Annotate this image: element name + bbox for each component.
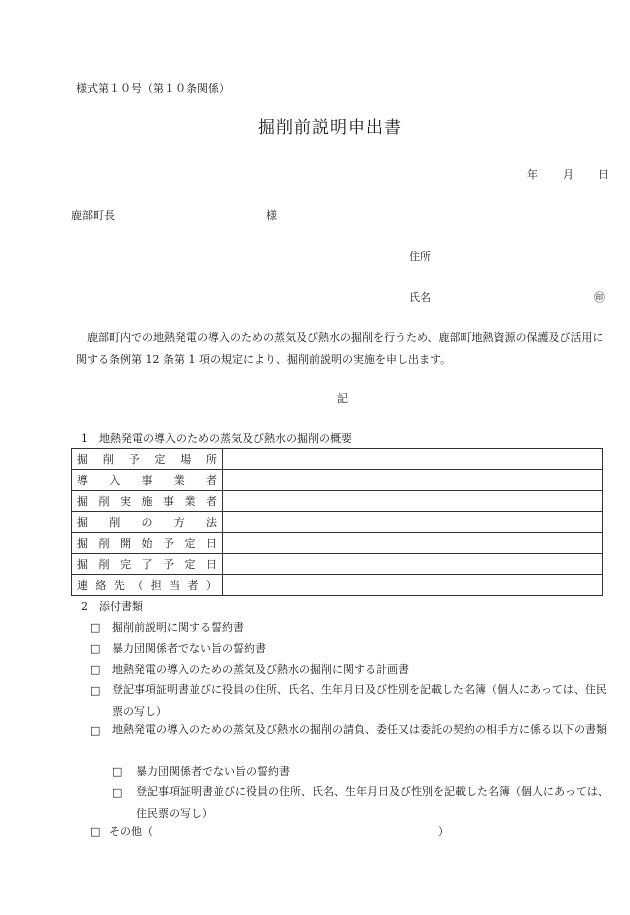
overview-row bbox=[72, 554, 603, 575]
overview-row-label-text: 掘 削 開 始 予 定 日 bbox=[77, 537, 217, 550]
checkbox-subitem-1[interactable] bbox=[112, 766, 122, 777]
overview-row-label bbox=[72, 533, 223, 554]
checkbox-icon: □ bbox=[90, 621, 101, 634]
checkbox-item-2[interactable] bbox=[90, 643, 100, 654]
date-year-label: 年 bbox=[527, 168, 538, 181]
other-close-paren: ） bbox=[438, 825, 449, 838]
checkbox-icon: □ bbox=[90, 642, 101, 655]
section1-heading: 1 地熱発電の導入のための蒸気及び熱水の掘削の概要 bbox=[81, 432, 352, 445]
attachment-subitem-1: 暴力団関係者でない旨の誓約書 bbox=[136, 765, 290, 778]
overview-row-label bbox=[72, 449, 223, 470]
overview-row-value[interactable] bbox=[223, 575, 603, 596]
document-title: 掘削前説明申出書 bbox=[258, 118, 402, 138]
checkbox-item-3[interactable] bbox=[90, 664, 100, 675]
checkbox-item-5[interactable] bbox=[90, 725, 100, 736]
ki-heading: 記 bbox=[337, 392, 348, 405]
overview-row bbox=[72, 470, 603, 491]
overview-row-value[interactable] bbox=[223, 470, 603, 491]
attachment-item-3: 地熱発電の導入のための蒸気及び熱水の掘削に関する計画書 bbox=[112, 663, 409, 676]
overview-row bbox=[72, 533, 603, 554]
other-input[interactable] bbox=[160, 822, 436, 838]
overview-row-label-text: 連 絡 先 （ 担 当 者 ） bbox=[77, 579, 217, 592]
overview-row bbox=[72, 512, 603, 533]
seal-mark: ㊞ bbox=[594, 291, 605, 304]
overview-row-label-text: 掘 削 完 了 予 定 日 bbox=[77, 558, 217, 571]
overview-row-label-text: 導 入 事 業 者 bbox=[77, 474, 217, 487]
overview-row-value[interactable] bbox=[223, 512, 603, 533]
checkbox-subitem-2[interactable] bbox=[112, 787, 122, 798]
overview-row-label bbox=[72, 575, 223, 596]
date-month-label: 月 bbox=[563, 168, 574, 181]
attachment-subitem-2: 登記事項証明書並びに役員の住所、氏名、生年月日及び性別を記載した名簿（個人にあっては、住民票の写し） bbox=[136, 785, 609, 820]
address-label: 住所 bbox=[409, 250, 431, 263]
checkbox-item-1[interactable] bbox=[90, 622, 100, 633]
overview-row-label-text: 掘 削 予 定 場 所 bbox=[77, 453, 217, 466]
overview-row-value[interactable] bbox=[223, 491, 603, 512]
overview-row-value[interactable] bbox=[223, 554, 603, 575]
overview-row-label-text: 掘 削 の 方 法 bbox=[77, 516, 217, 529]
form-number: 様式第１０号（第１０条関係） bbox=[76, 82, 230, 95]
name-label: 氏名 bbox=[409, 291, 431, 304]
overview-row-label bbox=[72, 491, 223, 512]
date-day-label: 日 bbox=[598, 168, 609, 181]
checkbox-icon: □ bbox=[90, 724, 101, 737]
attachment-item-5: 地熱発電の導入のための蒸気及び熱水の掘削の請負、委任又は委託の契約の相手方に係る以下の書類 bbox=[112, 723, 607, 736]
attachment-item-4: 登記事項証明書並びに役員の住所、氏名、生年月日及び性別を記載した名簿（個人にあっては、住民票の写し） bbox=[112, 683, 607, 718]
overview-row-label bbox=[72, 512, 223, 533]
addressee-name: 鹿部町長 bbox=[71, 209, 115, 222]
overview-row-label bbox=[72, 470, 223, 491]
checkbox-item-other[interactable] bbox=[90, 826, 100, 837]
other-label: その他（ bbox=[109, 825, 153, 838]
overview-row-label-text: 掘 削 実 施 事 業 者 bbox=[77, 495, 217, 508]
checkbox-icon: □ bbox=[90, 825, 101, 838]
checkbox-item-4[interactable] bbox=[90, 685, 100, 696]
request-statement: 鹿部町内での地熱発電の導入のための蒸気及び熱水の掘削を行うため、鹿部町地熱資源の保護及び活用に関する条例第 12 条第 1 項の規定により、掘削前説明の実施を申し出ます。 bbox=[76, 331, 604, 366]
overview-row-label bbox=[72, 554, 223, 575]
overview-table bbox=[71, 448, 603, 596]
overview-row bbox=[72, 449, 603, 470]
checkbox-icon: □ bbox=[90, 663, 101, 676]
section2-heading: 2 添付書類 bbox=[81, 600, 143, 613]
checkbox-icon: □ bbox=[112, 786, 123, 799]
attachment-item-2: 暴力団関係者でない旨の誓約書 bbox=[112, 642, 266, 655]
attachment-item-1: 掘削前説明に関する誓約書 bbox=[112, 621, 244, 634]
overview-row bbox=[72, 491, 603, 512]
checkbox-icon: □ bbox=[90, 684, 101, 697]
overview-row bbox=[72, 575, 603, 596]
checkbox-icon: □ bbox=[112, 765, 123, 778]
overview-row-value[interactable] bbox=[223, 533, 603, 554]
overview-row-value[interactable] bbox=[223, 449, 603, 470]
addressee-honorific: 様 bbox=[266, 209, 277, 222]
